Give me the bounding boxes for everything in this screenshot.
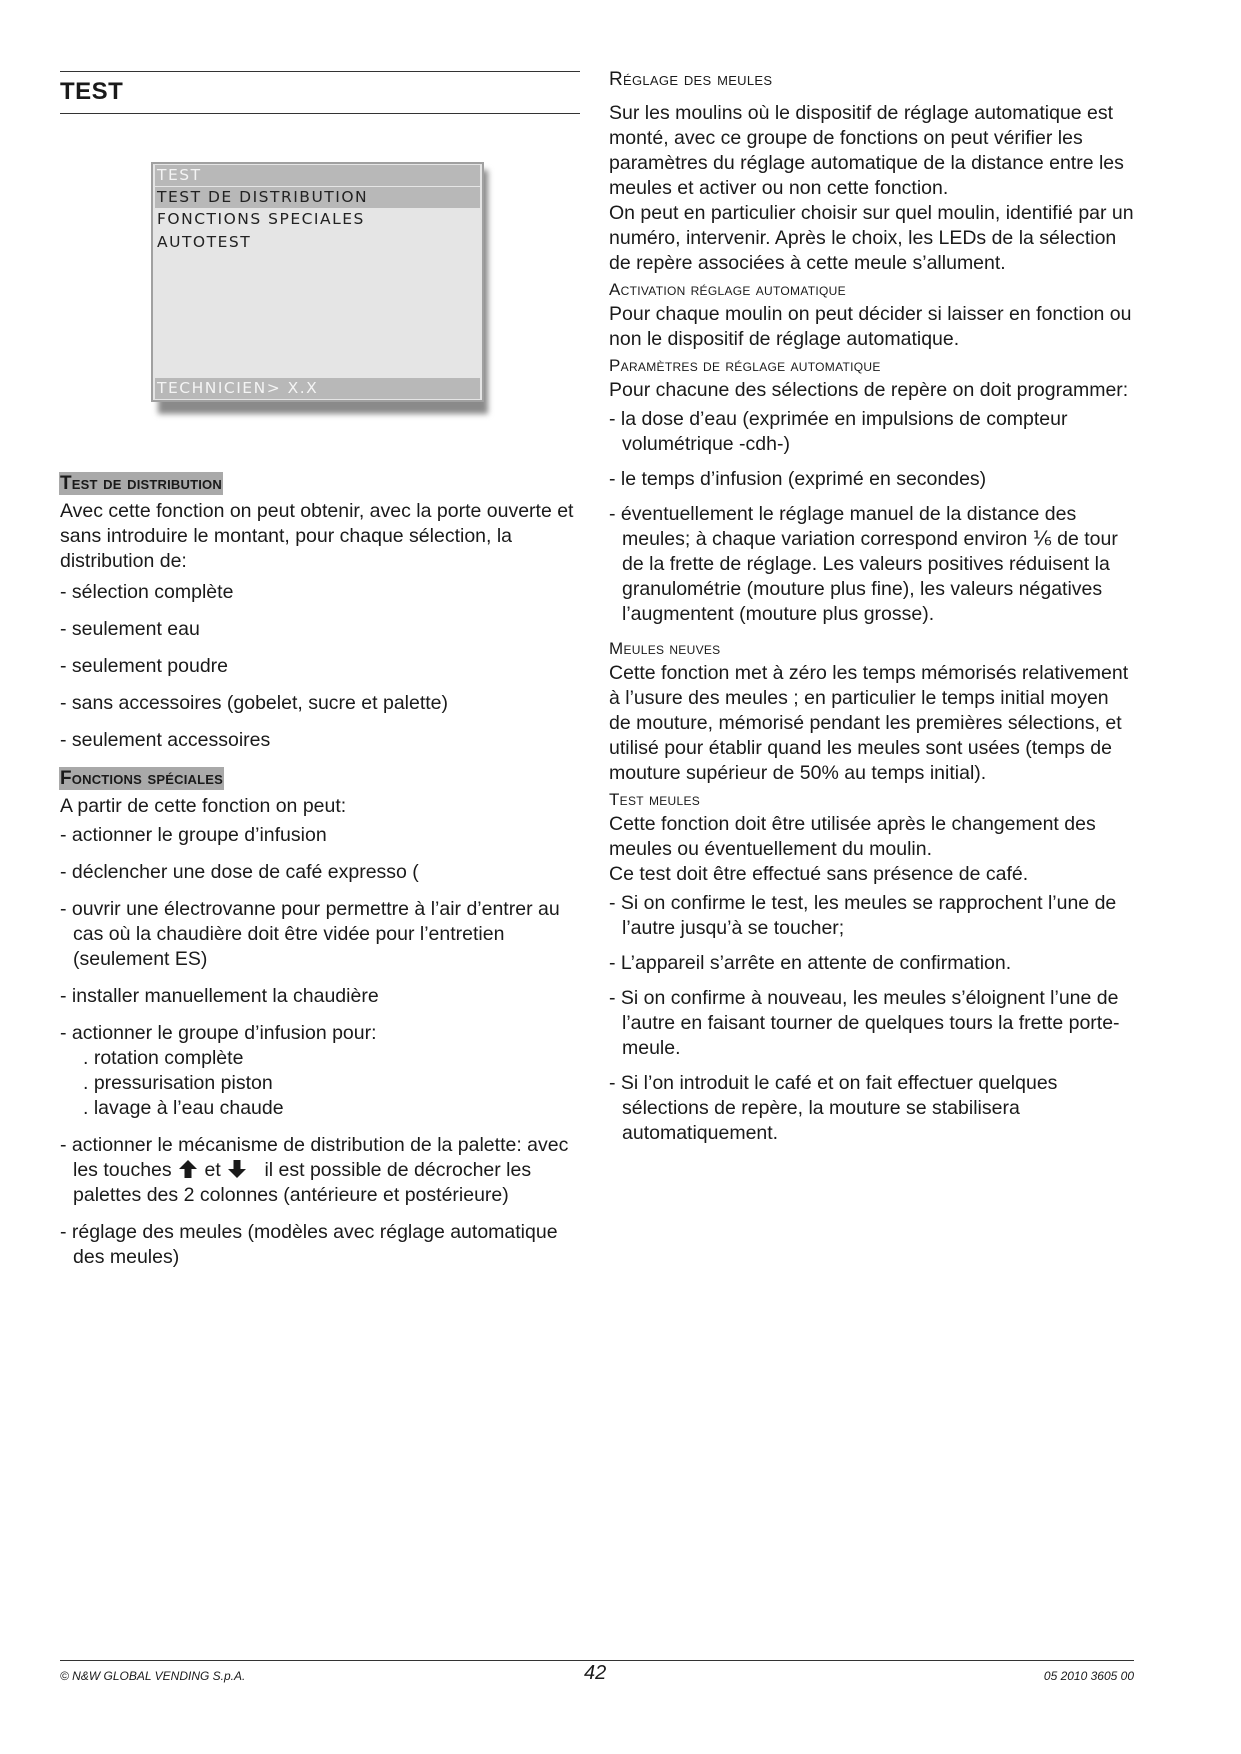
right-column (609, 69, 1134, 1146)
list-item: - Si l’on introduit le café et on fait effectuer quelques sélections de repère, la mouture se stabilisera automatiquement. (609, 1072, 1058, 1144)
list-item-text: - actionner le groupe d’infusion pour: (60, 1022, 377, 1044)
sub-item: . pressurisation piston (83, 1072, 273, 1094)
list-item-text: il est possible de décrocher les palettes des 2 colonnes (antérieure et postérieure) (73, 1159, 532, 1206)
list-item: - sans accessoires (gobelet, sucre et palette) (60, 692, 449, 714)
paragraph: Cette fonction met à zéro les temps mémorisés relativement à l’usure des meules ; en particulier le temps initial moyen de mouture, mémorisé pendant les premières sélections, et utilisé pour établir quand les meules sont usées (temps de mouture supérieur de 50% au temps initial). (609, 662, 1129, 784)
list-item: - la dose d’eau (exprimée en impulsions de compteur volumétrique -cdh-) (609, 408, 1068, 455)
lcd-screen (151, 162, 484, 402)
paragraph: Avec cette fonction on peut obtenir, avec la porte ouverte et sans introduire le montant, pour chaque sélection, la distribution de: (60, 500, 574, 572)
list-item: - Si on confirme à nouveau, les meules s’éloignent l’une de l’autre en faisant tourner de quelques tours la frette porte-meule. (609, 987, 1120, 1059)
section-heading-special-functions: Fonctions spéciales (60, 768, 223, 789)
sub-item: . lavage à l’eau chaude (83, 1097, 284, 1119)
arrow-up-icon (177, 1159, 199, 1179)
subheading-auto-activation: Activation réglage automatique (609, 280, 846, 299)
list-item-text: et (204, 1159, 221, 1181)
list-item: - actionner le groupe d’infusion (60, 824, 327, 846)
list-item (60, 1133, 580, 1208)
list-item: - réglage des meules (modèles avec réglage automatique des meules) (60, 1221, 558, 1268)
list-item: - déclencher une dose de café expresso ( (60, 861, 419, 883)
left-column (60, 472, 580, 1270)
list-item: - installer manuellement la chaudière (60, 985, 379, 1007)
list-item: - sélection complète (60, 581, 234, 603)
list-item-text: - actionner le mécanisme de distribution de la palette: avec les touches (60, 1134, 569, 1181)
arrow-down-icon (226, 1159, 248, 1179)
document-code: 05 2010 3605 00 (1043, 1669, 1134, 1683)
list-item: - éventuellement le réglage manuel de la distance des meules; à chaque variation correspond environ ⅙ de tour de la frette de réglage. Les valeurs positives réduisent la granulométrie (mouture plus fine), les valeurs négatives l’augmentent (mouture plus grosse). (609, 503, 1118, 625)
list-item (60, 1021, 580, 1121)
paragraph: Ce test doit être effectué sans présence de café. (609, 863, 1029, 885)
paragraph: On peut en particulier choisir sur quel moulin, identifié par un numéro, intervenir. Après le choix, les LEDs de la sélection de repère associées à cette meule s’allument. (609, 202, 1134, 274)
sub-item: . rotation complète (83, 1047, 244, 1069)
paragraph: Sur les moulins où le dispositif de réglage automatique est monté, avec ce groupe de fonctions on peut vérifier les paramètres du réglage automatique de la distance entre les meules et activer ou non cette fonction. (609, 102, 1124, 199)
list-item: - ouvrir une électrovanne pour permettre à l’air d’entrer au cas où la chaudière doit être vidée pour l’entretien (seulement ES) (60, 898, 560, 970)
lcd-menu-item: FONCTIONS SPECIALES (157, 210, 365, 228)
footer-rule (60, 1660, 1134, 1661)
section-heading-test-distribution: Test de distribution (60, 473, 222, 494)
lcd-menu-item-selected: TEST DE DISTRIBUTION (155, 187, 480, 208)
list-item: - Si on confirme le test, les meules se rapprochent l’une de l’autre jusqu’à se toucher; (609, 892, 1117, 939)
title-top-rule (60, 71, 580, 72)
subheading-auto-parameters: Paramètres de réglage automatique (609, 356, 881, 375)
lcd-footer: TECHNICIEN> X.X (155, 378, 480, 399)
subheading-new-grinders: Meules neuves (609, 639, 721, 658)
paragraph: Cette fonction doit être utilisée après le changement des meules ou éventuellement du moulin. (609, 813, 1096, 860)
list-item: - seulement accessoires (60, 729, 271, 751)
page-number: 42 (584, 1662, 607, 1684)
paragraph: A partir de cette fonction on peut: (60, 795, 347, 817)
list-item: - seulement eau (60, 618, 200, 640)
paragraph: Pour chaque moulin on peut décider si laisser en fonction ou non le dispositif de réglage automatique. (609, 303, 1132, 350)
list-item: - L’appareil s’arrête en attente de confirmation. (609, 952, 1012, 974)
list-item: - seulement poudre (60, 655, 229, 677)
title-bottom-rule (60, 113, 580, 114)
footer-copyright: © N&W GLOBAL VENDING S.p.A. (60, 1669, 246, 1683)
section-heading-grinder-adjustment: Réglage des meules (609, 69, 773, 90)
lcd-menu-item: AUTOTEST (157, 233, 252, 251)
page-title: TEST (60, 78, 124, 105)
list-item: - le temps d’infusion (exprimé en secondes) (609, 468, 987, 490)
paragraph: Pour chacune des sélections de repère on doit programmer: (609, 379, 1129, 401)
lcd-header: TEST (155, 165, 480, 186)
subheading-grinder-test: Test meules (609, 790, 701, 809)
